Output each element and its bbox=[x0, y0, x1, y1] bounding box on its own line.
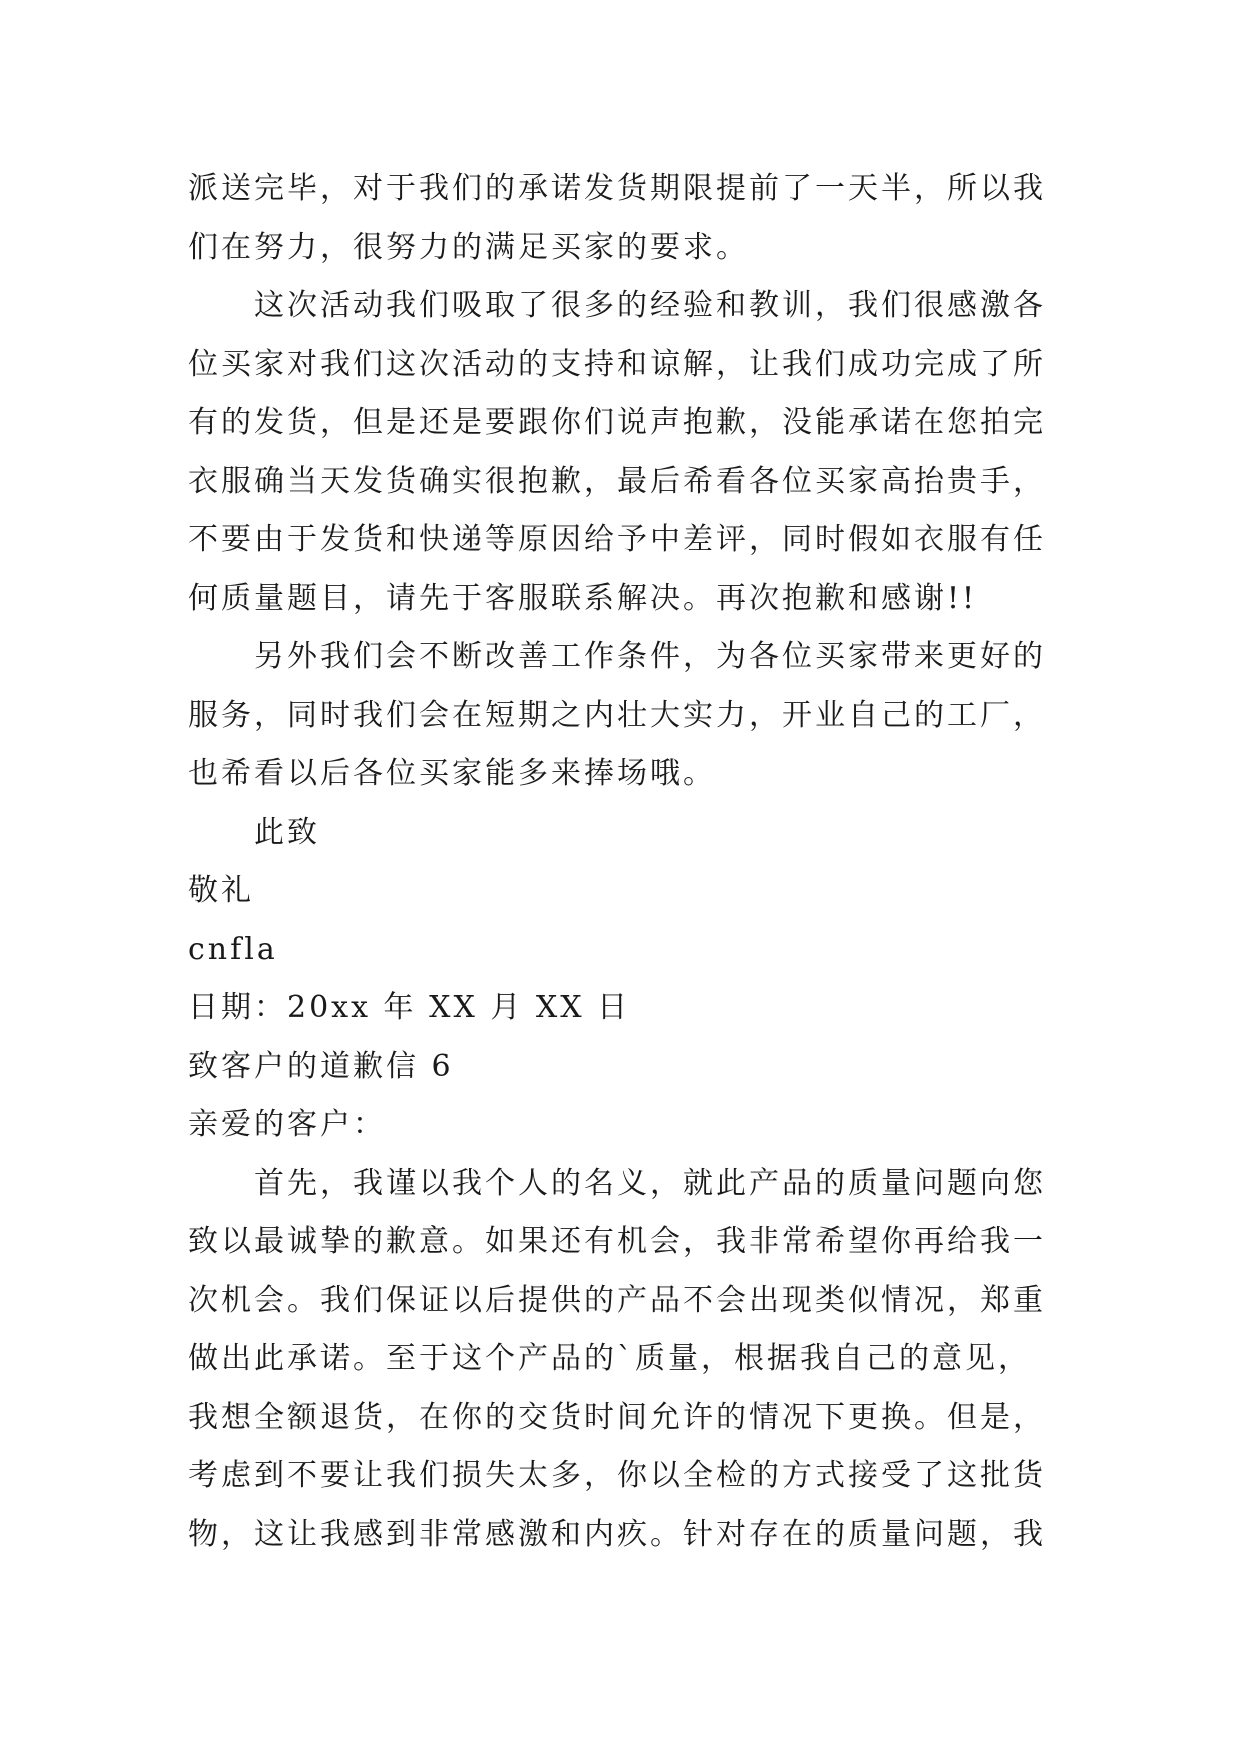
letter-greeting: 亲爱的客户： bbox=[188, 1107, 386, 1142]
text-line-22: 我想全额退货，在你的交货时间允许的情况下更换。但是， bbox=[188, 1399, 1046, 1435]
text-line-5: 有的发货，但是还是要跟你们说声抱歉，没能承诺在您拍完 bbox=[188, 405, 1046, 440]
text-line-2: 们在努力，很努力的满足买家的要求。 bbox=[188, 229, 749, 265]
text-line-23: 考虑到不要让我们损失太多，你以全检的方式接受了这批货 bbox=[188, 1458, 1046, 1493]
text-line-6: 衣服确当天发货确实很抱歉，最后希看各位买家高抬贵手， bbox=[188, 463, 1046, 499]
text-line-21: 做出此承诺。至于这个产品的`质量，根据我自己的意见， bbox=[188, 1341, 1031, 1376]
closing-regards: 敬礼 bbox=[188, 873, 254, 908]
text-line-8: 何质量题目，请先于客服联系解决。再次抱歉和感谢!! bbox=[188, 580, 978, 616]
text-line-3: 这次活动我们吸取了很多的经验和教训，我们很感激各 bbox=[254, 288, 1046, 323]
signature-name: cnfla bbox=[188, 931, 278, 967]
text-line-19: 致以最诚挚的歉意。如果还有机会，我非常希望你再给我一 bbox=[188, 1224, 1046, 1259]
section-title: 致客户的道歉信 6 bbox=[188, 1048, 454, 1084]
closing-salutation: 此致 bbox=[254, 814, 320, 850]
text-line-7: 不要由于发货和快递等原因给予中差评，同时假如衣服有任 bbox=[188, 522, 1046, 557]
text-line-9: 另外我们会不断改善工作条件，为各位买家带来更好的 bbox=[254, 639, 1046, 674]
text-line-18: 首先，我谨以我个人的名义，就此产品的质量问题向您 bbox=[254, 1165, 1046, 1201]
document-body bbox=[188, 160, 1058, 1564]
text-line-24: 物，这让我感到非常感激和内疚。针对存在的质量问题，我 bbox=[188, 1516, 1046, 1552]
text-line-1: 派送完毕，对于我们的承诺发货期限提前了一天半，所以我 bbox=[188, 171, 1046, 206]
text-line-4: 位买家对我们这次活动的支持和谅解，让我们成功完成了所 bbox=[188, 346, 1046, 382]
text-line-10: 服务，同时我们会在短期之内壮大实力，开业自己的工厂， bbox=[188, 697, 1046, 733]
text-line-20: 次机会。我们保证以后提供的产品不会出现类似情况，郑重 bbox=[188, 1282, 1046, 1318]
text-line-11: 也希看以后各位买家能多来捧场哦。 bbox=[188, 756, 716, 791]
date-line: 日期：20xx 年 XX 月 XX 日 bbox=[188, 990, 631, 1025]
